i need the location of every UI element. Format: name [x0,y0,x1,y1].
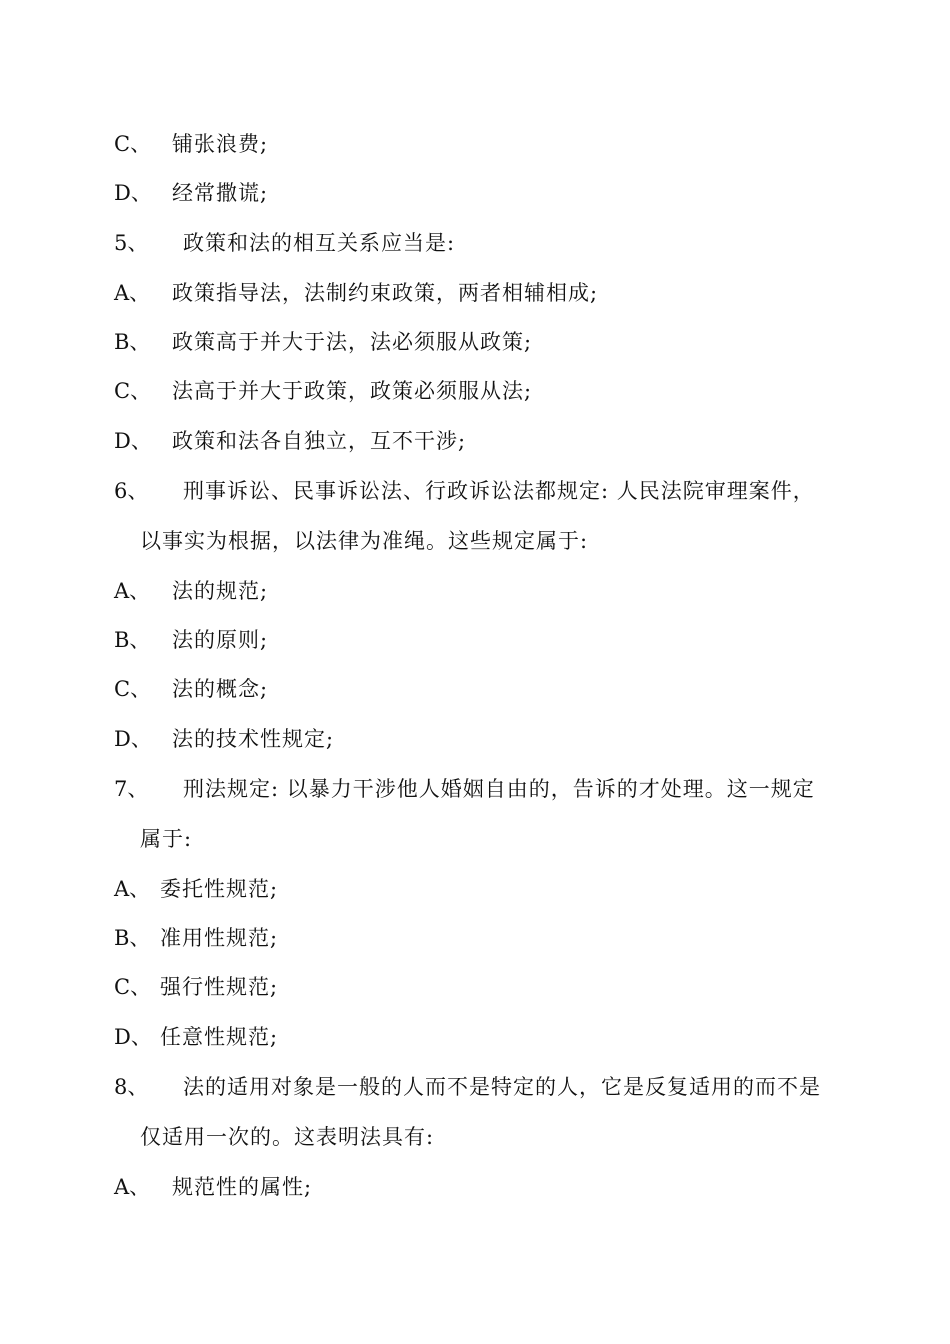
option-marker: C、 [114,132,152,156]
option-text: 法的规范; [172,579,269,603]
question-number: 7、 [114,777,149,801]
option-marker: B、 [114,330,151,354]
option-marker: C、 [114,379,152,403]
question-number: 5、 [114,231,149,255]
option-marker: D、 [114,429,152,453]
option-text: 法的概念; [172,677,269,701]
option-text: 法的原则; [172,628,269,652]
question-text-continued: 以事实为根据，以法律为准绳。这些规定属于: [140,529,589,553]
option-text: 任意性规范; [160,1025,279,1049]
question-number: 6、 [114,479,149,503]
option-text: 政策指导法，法制约束政策，两者相辅相成; [172,281,599,305]
option-marker: B、 [114,628,151,652]
option-text: 强行性规范; [160,975,279,999]
option-text: 法高于并大于政策，政策必须服从法; [172,379,533,403]
option-marker: C、 [114,677,152,701]
question-text: 法的适用对象是一般的人而不是特定的人，它是反复适用的而不是 [183,1075,821,1099]
option-text: 政策和法各自独立，互不干涉; [172,429,467,453]
option-text: 法的技术性规定; [172,727,335,751]
option-marker: D、 [114,727,152,751]
option-marker: A、 [114,1175,151,1199]
option-text: 规范性的属性; [172,1175,313,1199]
option-marker: A、 [114,579,151,603]
option-marker: B、 [114,926,151,950]
option-marker: A、 [114,281,151,305]
question-number: 8、 [114,1075,149,1099]
option-text: 铺张浪费; [172,132,269,156]
option-marker: A、 [114,877,151,901]
question-text: 刑事诉讼、民事诉讼法、行政诉讼法都规定: 人民法院审理案件， [183,479,815,503]
option-text: 准用性规范; [160,926,279,950]
option-text: 委托性规范; [160,877,279,901]
option-marker: D、 [114,1025,152,1049]
option-marker: C、 [114,975,152,999]
option-text: 经常撒谎; [172,181,269,205]
question-text-continued: 仅适用一次的。这表明法具有: [140,1125,435,1149]
question-text: 刑法规定: 以暴力干涉他人婚姻自由的，告诉的才处理。这一规定 [183,777,815,801]
option-marker: D、 [114,181,152,205]
option-text: 政策高于并大于法，法必须服从政策; [172,330,533,354]
question-text: 政策和法的相互关系应当是: [183,231,456,255]
question-text-continued: 属于: [140,827,193,851]
